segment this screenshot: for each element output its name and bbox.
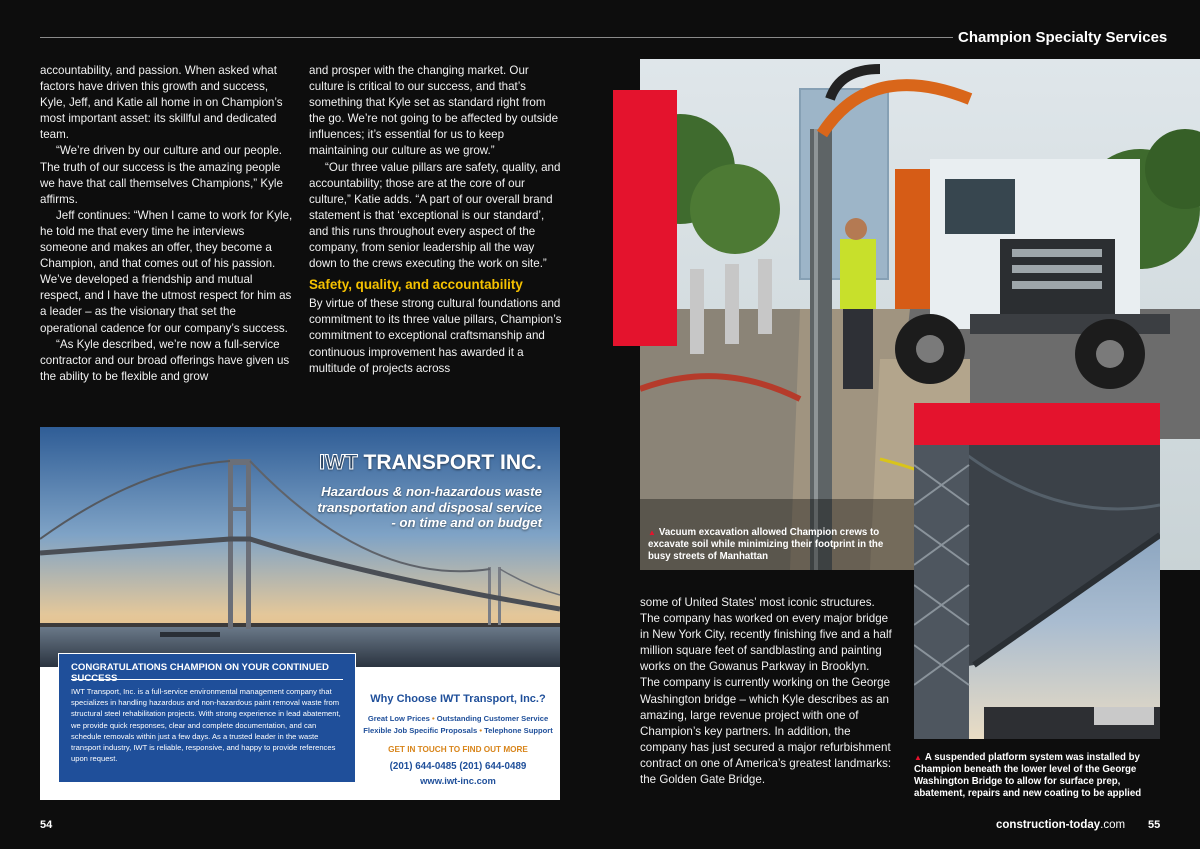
ad-box-heading: CONGRATULATIONS CHAMPION ON YOUR CONTINUED (71, 662, 329, 673)
ad-why-title: Why Choose IWT Transport, Inc.? (370, 693, 546, 705)
caption-text: Vacuum excavation allowed Champion crews to excavate soil while minimizing their footprint in the busy streets of Manhattan (648, 527, 884, 562)
middle-column (309, 63, 563, 377)
section-title: Champion Specialty Services (958, 29, 1168, 46)
ad-benefit: Telephone Support (484, 726, 553, 735)
ad-website-link[interactable]: www.iwt-inc.com (420, 775, 496, 786)
paragraph: By virtue of these strong cultural foundations and commitment to its three value pillars, Champion’s commitment to exceptional craftsmanship and continuous improvement has awarded it a multitude of projects across (309, 297, 562, 375)
ad-benefit: Great Low Prices (367, 714, 430, 723)
paragraph: Jeff continues: “When I came to work for Kyle, he told me that every time he interviews someone and makes an offer, they become a Champion, and that comes out of his passion. We’ve developed a friendship and mutual respect, and I have the utmost respect for him as a leader – as the visionary that set the operational cadence for our company’s success. (40, 208, 293, 335)
ad-box-divider (71, 679, 343, 680)
left-column (40, 63, 293, 385)
header-rule (40, 37, 953, 38)
ad-company-title (319, 451, 542, 475)
ad-benefits-line-2 (358, 726, 558, 735)
ad-benefit: Outstanding Customer Service (436, 714, 549, 723)
site-name[interactable] (996, 819, 1125, 831)
paragraph: “Our three value pillars are safety, quality, and accountability; those are at the core of our culture,” Katie adds. “A part of our overall brand statement is that ‘exceptional is our standard’, and this runs throughout every aspect of the company, from senior leadership all the way down to the crews executing the work on site.” (309, 160, 561, 271)
ad-title-prefix: IWT (319, 451, 358, 474)
site-name-tld: .com (1100, 819, 1126, 831)
triangle-icon: ▲ (914, 753, 922, 762)
page-number-left: 54 (40, 819, 53, 831)
paragraph: “We’re driven by our culture and our people. The truth of our success is the amazing people we have that call themselves Champions,” Kyle affirms. (40, 144, 283, 206)
truck-photo-caption (648, 527, 888, 563)
caption-text: A suspended platform system was installed by Champion beneath the lower level of the George Washington Bridge to allow for surface prep, abatement, repairs and new coating to be applied (914, 752, 1142, 799)
ad-info-box (58, 653, 356, 783)
iwt-advertisement (40, 427, 560, 800)
red-accent-bar (914, 403, 1160, 445)
ad-box-text: IWT Transport, Inc. is a full-service environmental management company that specializes in handling hazardous and non-hazardous paint removal waste from structural steel rehabilitation projects. With strong experience in lead abatement, we provide quick responses, clear and complete documentation, and can schedule removals within just a few days. As a trusted leader in the waste transport industry, IWT is reliable, responsive, and happy to provide references upon request. (71, 687, 341, 764)
subheading: Safety, quality, and accountability (309, 277, 523, 293)
ad-tagline: Hazardous & non-hazardous waste transportation and disposal service - on time and on budget (317, 484, 542, 530)
ad-benefits-line-1 (358, 714, 558, 723)
right-column (640, 595, 892, 788)
separator-dot-icon: • (431, 714, 437, 723)
ad-title-rest: TRANSPORT INC. (363, 451, 542, 474)
ad-benefit: Flexible Job Specific Proposals (363, 726, 478, 735)
ad-phone-numbers[interactable]: (201) 644-0485 (201) 644-0489 (389, 761, 527, 772)
paragraph: some of United States’ most iconic structures. The company has worked on every major bridge in New York City, recently finishing five and a half million square feet of sandblasting and painting works on the Gowanus Parkway in Brooklyn. The company is currently working on the George Washington bridge – which Kyle describes as an amazing, large revenue project with one of Champion’s key partners. In addition, the company has just secured a major refurbishment contract on one of America’s greatest landmarks: the Golden Gate Bridge. (640, 596, 892, 787)
triangle-icon: ▲ (648, 528, 656, 537)
paragraph: and prosper with the changing market. Our culture is critical to our success, and that’s something that Kyle set as standard right from the go. We’re not going to be affected by outside influences; it’s essential for us to keep maintaining our culture as we grow.” (309, 64, 559, 158)
red-accent-block (613, 90, 677, 346)
george-washington-bridge-photo (914, 445, 1160, 739)
page-number-right: 55 (1148, 819, 1161, 831)
bridge-photo-caption (914, 752, 1164, 800)
site-name-main: construction-today (996, 819, 1101, 831)
separator-dot-icon: • (479, 726, 485, 735)
paragraph: “As Kyle described, we’re now a full-service contractor and our broad offerings have given us the ability to be flexible and grow (40, 337, 290, 383)
ad-call-to-action: GET IN TOUCH TO FIND OUT MORE (388, 745, 528, 754)
paragraph: accountability, and passion. When asked what factors have driven this growth and success, Kyle, Jeff, and Katie all home in on Champion’s most important asset: its skillful and dedicated team. (40, 64, 283, 142)
